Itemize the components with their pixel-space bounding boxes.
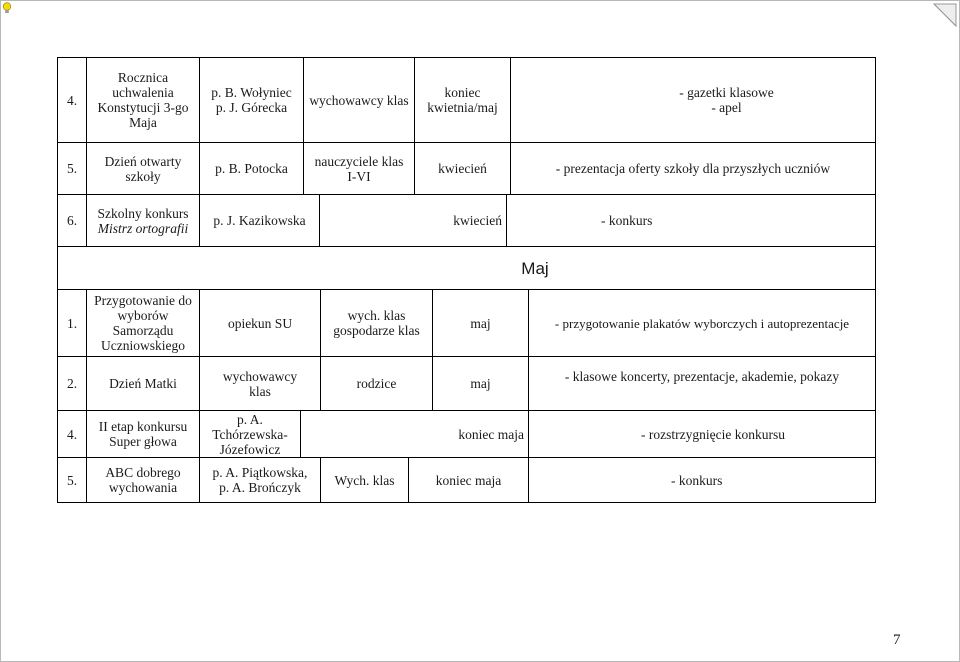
event-form: - przygotowanie plakatów wyborczych i autoprezentacje <box>529 290 876 357</box>
event-responsible: opiekun SU <box>200 290 321 357</box>
event-responsible: p. A. Tchórzewska- Józefowicz <box>200 411 301 458</box>
event-title: ABC dobrego wychowania <box>87 458 200 503</box>
row-number: 6. <box>58 195 87 247</box>
event-title: Dzień Matki <box>87 357 200 411</box>
event-participants: rodzice <box>321 357 433 411</box>
event-form: - prezentacja oferty szkoły dla przyszłych uczniów <box>511 143 876 195</box>
event-date: maj <box>433 357 529 411</box>
event-title: II etap konkursu Super głowa <box>87 411 200 458</box>
row-number: 4. <box>58 58 87 143</box>
event-form: - konkurs <box>507 195 876 247</box>
event-date: koniec maja <box>301 411 529 458</box>
schedule-table-contest-stage <box>57 410 876 458</box>
table-row <box>58 290 876 357</box>
event-schedule <box>57 57 876 503</box>
row-number: 2. <box>58 357 87 411</box>
table-row <box>58 411 876 458</box>
event-date: koniec kwietnia/maj <box>415 58 511 143</box>
event-form: - gazetki klasowe - apel <box>511 58 876 143</box>
event-responsible: p. J. Kazikowska <box>200 195 320 247</box>
page-fold-icon <box>932 2 958 28</box>
event-form: - klasowe koncerty, prezentacje, akademie, pokazy <box>529 357 876 411</box>
event-title: Dzień otwarty szkoły <box>87 143 200 195</box>
page-number: 7 <box>893 632 901 648</box>
table-row <box>58 357 876 411</box>
event-responsible: wychowawcy klas <box>200 357 321 411</box>
schedule-table-april <box>57 57 876 195</box>
table-row <box>58 58 876 143</box>
row-number: 5. <box>58 458 87 503</box>
month-header: Maj <box>58 247 876 290</box>
event-form: - rozstrzygnięcie konkursu <box>529 411 876 458</box>
row-number: 1. <box>58 290 87 357</box>
event-participants: wych. klas gospodarze klas <box>321 290 433 357</box>
schedule-table-may <box>57 246 876 411</box>
event-participants: nauczyciele klas I-VI <box>304 143 415 195</box>
event-form: - konkurs <box>529 458 876 503</box>
month-header-row <box>58 247 876 290</box>
event-date: kwiecień <box>415 143 511 195</box>
table-row <box>58 458 876 503</box>
event-date: koniec maja <box>409 458 529 503</box>
event-title: Rocznica uchwalenia Konstytucji 3-go Maja <box>87 58 200 143</box>
event-participants: wychowawcy klas <box>304 58 415 143</box>
event-title: Przygotowanie do wyborów Samorządu Uczniowskiego <box>87 290 200 357</box>
row-number: 4. <box>58 411 87 458</box>
event-title: Szkolny konkurs Mistrz ortografii <box>87 195 200 247</box>
event-date: maj <box>433 290 529 357</box>
table-row <box>58 143 876 195</box>
event-responsible: p. B. Potocka <box>200 143 304 195</box>
event-responsible: p. A. Piątkowska, p. A. Brończyk <box>200 458 321 503</box>
event-participants: Wych. klas <box>321 458 409 503</box>
row-number: 5. <box>58 143 87 195</box>
table-row <box>58 195 876 247</box>
schedule-table-upbringing <box>57 457 876 503</box>
schedule-table-contest <box>57 194 876 247</box>
event-date: kwiecień <box>320 195 507 247</box>
lightbulb-icon <box>2 2 12 14</box>
event-responsible: p. B. Wołyniec p. J. Górecka <box>200 58 304 143</box>
